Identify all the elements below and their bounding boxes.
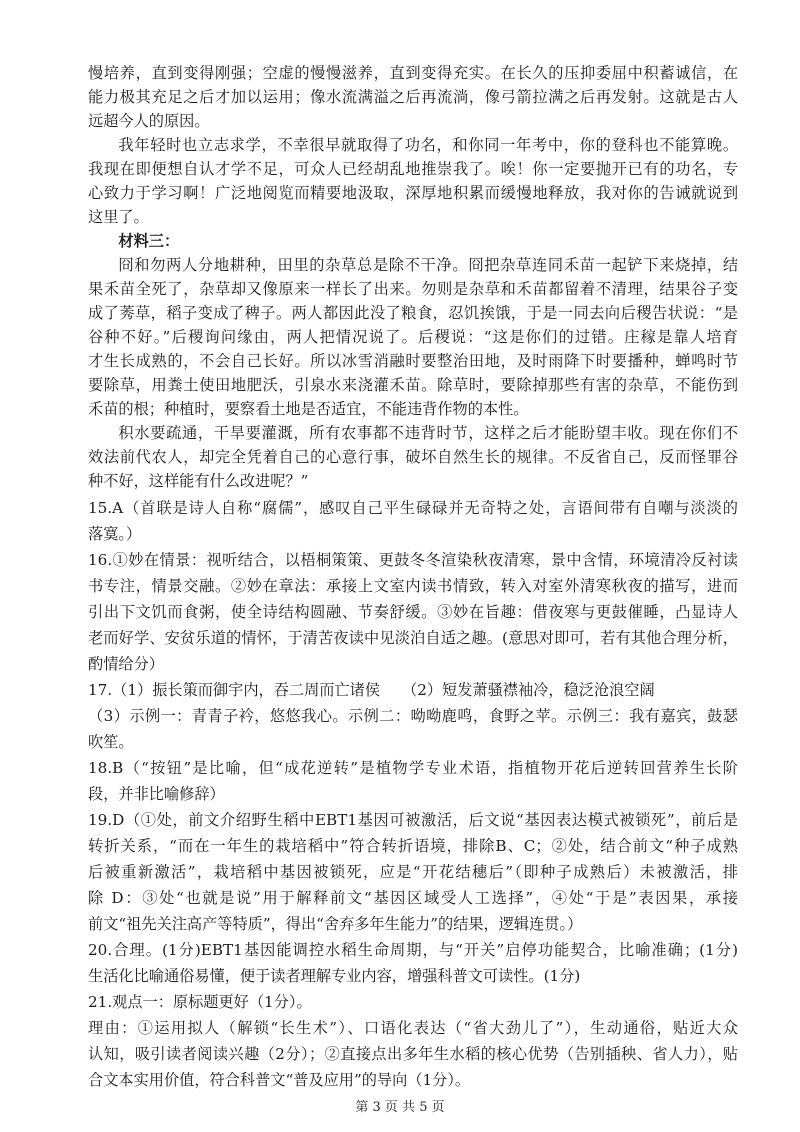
answer-section bbox=[88, 495, 738, 1093]
text-line: 才生长成熟的，不会自己长好。所以冰雪消融时要整治田地，及时雨降下时要播种，蝉鸣时节 bbox=[88, 352, 738, 370]
text-line: 后被重新激活”，栽培稻中基因被锁死，应是“开花结穗后”（即种子成熟后）未被激活，排 bbox=[88, 863, 738, 881]
text-line: 禾苗的根；种植时，要察看土地是否适宜，不能违背作物的本性。 bbox=[88, 400, 529, 418]
text-line: 成了莠草，稻子变成了稗子。两人都因此没了粮食，忍饥挨饿，于是一同去向后稷告状说：“是 bbox=[88, 304, 738, 322]
answer-q19 bbox=[88, 807, 738, 937]
material-three-heading: 材料三： bbox=[118, 232, 180, 250]
text-line: 书专注，情景交融。②妙在章法：承接上文室内读书情致，转入对室外清寒秋夜的描写，进而 bbox=[88, 577, 738, 595]
text-line: 效法前代农人，却完全凭着自己的心意行事，破坏自然生长的规律。不反省自己，反而怪罪谷 bbox=[88, 448, 738, 466]
text-line: 积水要疏通，干旱要灌溉，所有农事都不违背时节，这样之后才能盼望丰收。现在你们不 bbox=[118, 424, 738, 442]
translation-paragraph-2 bbox=[88, 133, 738, 229]
text-line: 远超今人的原因。 bbox=[88, 112, 210, 130]
text-line: 转折关系，“而在一年生的栽培稻中”符合转折语境，排除B、C；②处，结合前文“种子成熟 bbox=[88, 837, 738, 855]
text-line: 落寞。） bbox=[88, 525, 142, 543]
text-line: 这里了。 bbox=[88, 208, 149, 226]
answer-q17 bbox=[88, 677, 738, 755]
text-line: 慢培养，直到变得刚强；空虚的慢慢滋养，直到变得充实。在长久的压抑委屈中积蓄诚信，在 bbox=[88, 64, 738, 82]
text-line: 认知，吸引读者阅读兴趣（2分）；②直接点出多年生水稻的核心优势（告别插秧、省人力），贴 bbox=[88, 1045, 738, 1063]
answer-q16 bbox=[88, 547, 738, 677]
text-line: 前文“祖先关注高产等特质”，得出“舍弃多年生能力”的结果，逻辑连贯。） bbox=[88, 915, 583, 933]
text-line: 合文本实用价值，符合科普文“普及应用”的导向（1分）。 bbox=[88, 1071, 471, 1089]
text-line: 15.A（首联是诗人自称“腐儒”，感叹自己平生碌碌并无奇特之处，言语间带有自嘲与淡淡的 bbox=[88, 499, 738, 517]
translation-paragraph-1 bbox=[88, 61, 738, 133]
text-line: 老而好学、安贫乐道的情怀，于清苦夜读中见淡泊自适之趣。(意思对即可，若有其他合理分析， bbox=[88, 629, 738, 647]
text-line: 谷种不好。”后稷询问缘由，两人把情况说了。后稷说：“这是你们的过错。庄稼是靠人培育 bbox=[88, 328, 738, 346]
text-line: 种不好，这样能有什么改进呢？” bbox=[88, 472, 309, 490]
text-line: 生活化比喻通俗易懂，便于读者理解专业内容，增强科普文可读性。(1分) bbox=[88, 967, 581, 985]
answer-q18 bbox=[88, 755, 738, 807]
q17-part-1: 17.（1）振长策而御宇内，吞二周而亡诸侯 bbox=[88, 681, 381, 699]
text-line: 我现在即便想自认才学不足，可众人已经胡乱地推崇我了。唉！你一定要抛开已有的功名，专 bbox=[88, 160, 738, 178]
text-line: 要除草，用粪土使田地肥沃，引泉水来浇灌禾苗。除草时，要除掉那些有害的杂草，不能伤到 bbox=[88, 376, 738, 394]
answer-q21 bbox=[88, 989, 738, 1093]
text-line: 我年轻时也立志求学，不幸很早就取得了功名，和你同一年考中，你的登科也不能算晚。 bbox=[118, 136, 738, 154]
text-line: 果禾苗全死了，杂草却又像原来一样长了出来。勿则是杂草和禾苗都留着不清理，结果谷子变 bbox=[88, 280, 738, 298]
text-line: 心致力于学习啊！广泛地阅览而精要地汲取，深厚地积累而缓慢地释放，我对你的告诫就说到 bbox=[88, 184, 738, 202]
page-number-footer: 第 3 页 共 5 页 bbox=[355, 1100, 445, 1115]
text-line bbox=[88, 677, 738, 703]
translation-paragraph-3 bbox=[88, 253, 738, 421]
text-line: 18.B（“按钮”是比喻，但“成花逆转”是植物学专业术语，指植物开花后逆转回营养生长阶 bbox=[88, 759, 738, 777]
answer-q20 bbox=[88, 937, 738, 989]
text-line: 冏和勿两人分地耕种，田里的杂草总是除不干净。冏把杂草连同禾苗一起铲下来烧掉，结 bbox=[118, 256, 738, 274]
text-line: 酌情给分） bbox=[88, 655, 164, 673]
text-line: 16.①妙在情景：视听结合，以梧桐策策、更鼓冬冬渲染秋夜清寒，景中含情，环境清冷反衬读 bbox=[88, 551, 738, 569]
text-line: 理由：①运用拟人（解锁“长生术”）、口语化表达（“省大劲儿了”），生动通俗，贴近大众 bbox=[88, 1019, 738, 1037]
text-line: （3）示例一：青青子衿，悠悠我心。示例二：呦呦鹿鸣，食野之苹。示例三：我有嘉宾，鼓瑟 bbox=[88, 707, 738, 725]
answer-q15 bbox=[88, 495, 738, 547]
translation-paragraph-4 bbox=[88, 421, 738, 493]
text-line: 20.合理。(1分)EBT1基因能调控水稻生命周期，与“开关”启停功能契合，比喻准确；(1分) bbox=[88, 941, 738, 959]
text-line: 吹笙。 bbox=[88, 733, 134, 751]
text-line: 21.观点一：原标题更好（1分）。 bbox=[88, 993, 312, 1011]
q17-part-2: （2）短发萧骚襟袖冷，稳泛沧浪空阔 bbox=[402, 681, 655, 699]
text-line: 19.D（①处，前文介绍野生稻中EBT1基因可被激活，后文说“基因表达模式被锁死”，前后是 bbox=[88, 811, 738, 829]
text-line: 能力极其充足之后才加以运用；像水流满溢之后再流淌，像弓箭拉满之后再发射。这就是古人 bbox=[88, 88, 738, 106]
text-line: 段，并非比喻修辞） bbox=[88, 785, 225, 803]
text-line: 除 D：③处“也就是说”用于解释前文“基因区域受人工选择”，④处“于是”表因果，承接 bbox=[88, 889, 738, 907]
translation-section bbox=[88, 61, 738, 493]
text-line: 引出下文饥而食粥，使全诗结构圆融、节奏舒缓。③妙在旨趣：借夜寒与更鼓催睡，凸显诗人 bbox=[88, 603, 738, 621]
